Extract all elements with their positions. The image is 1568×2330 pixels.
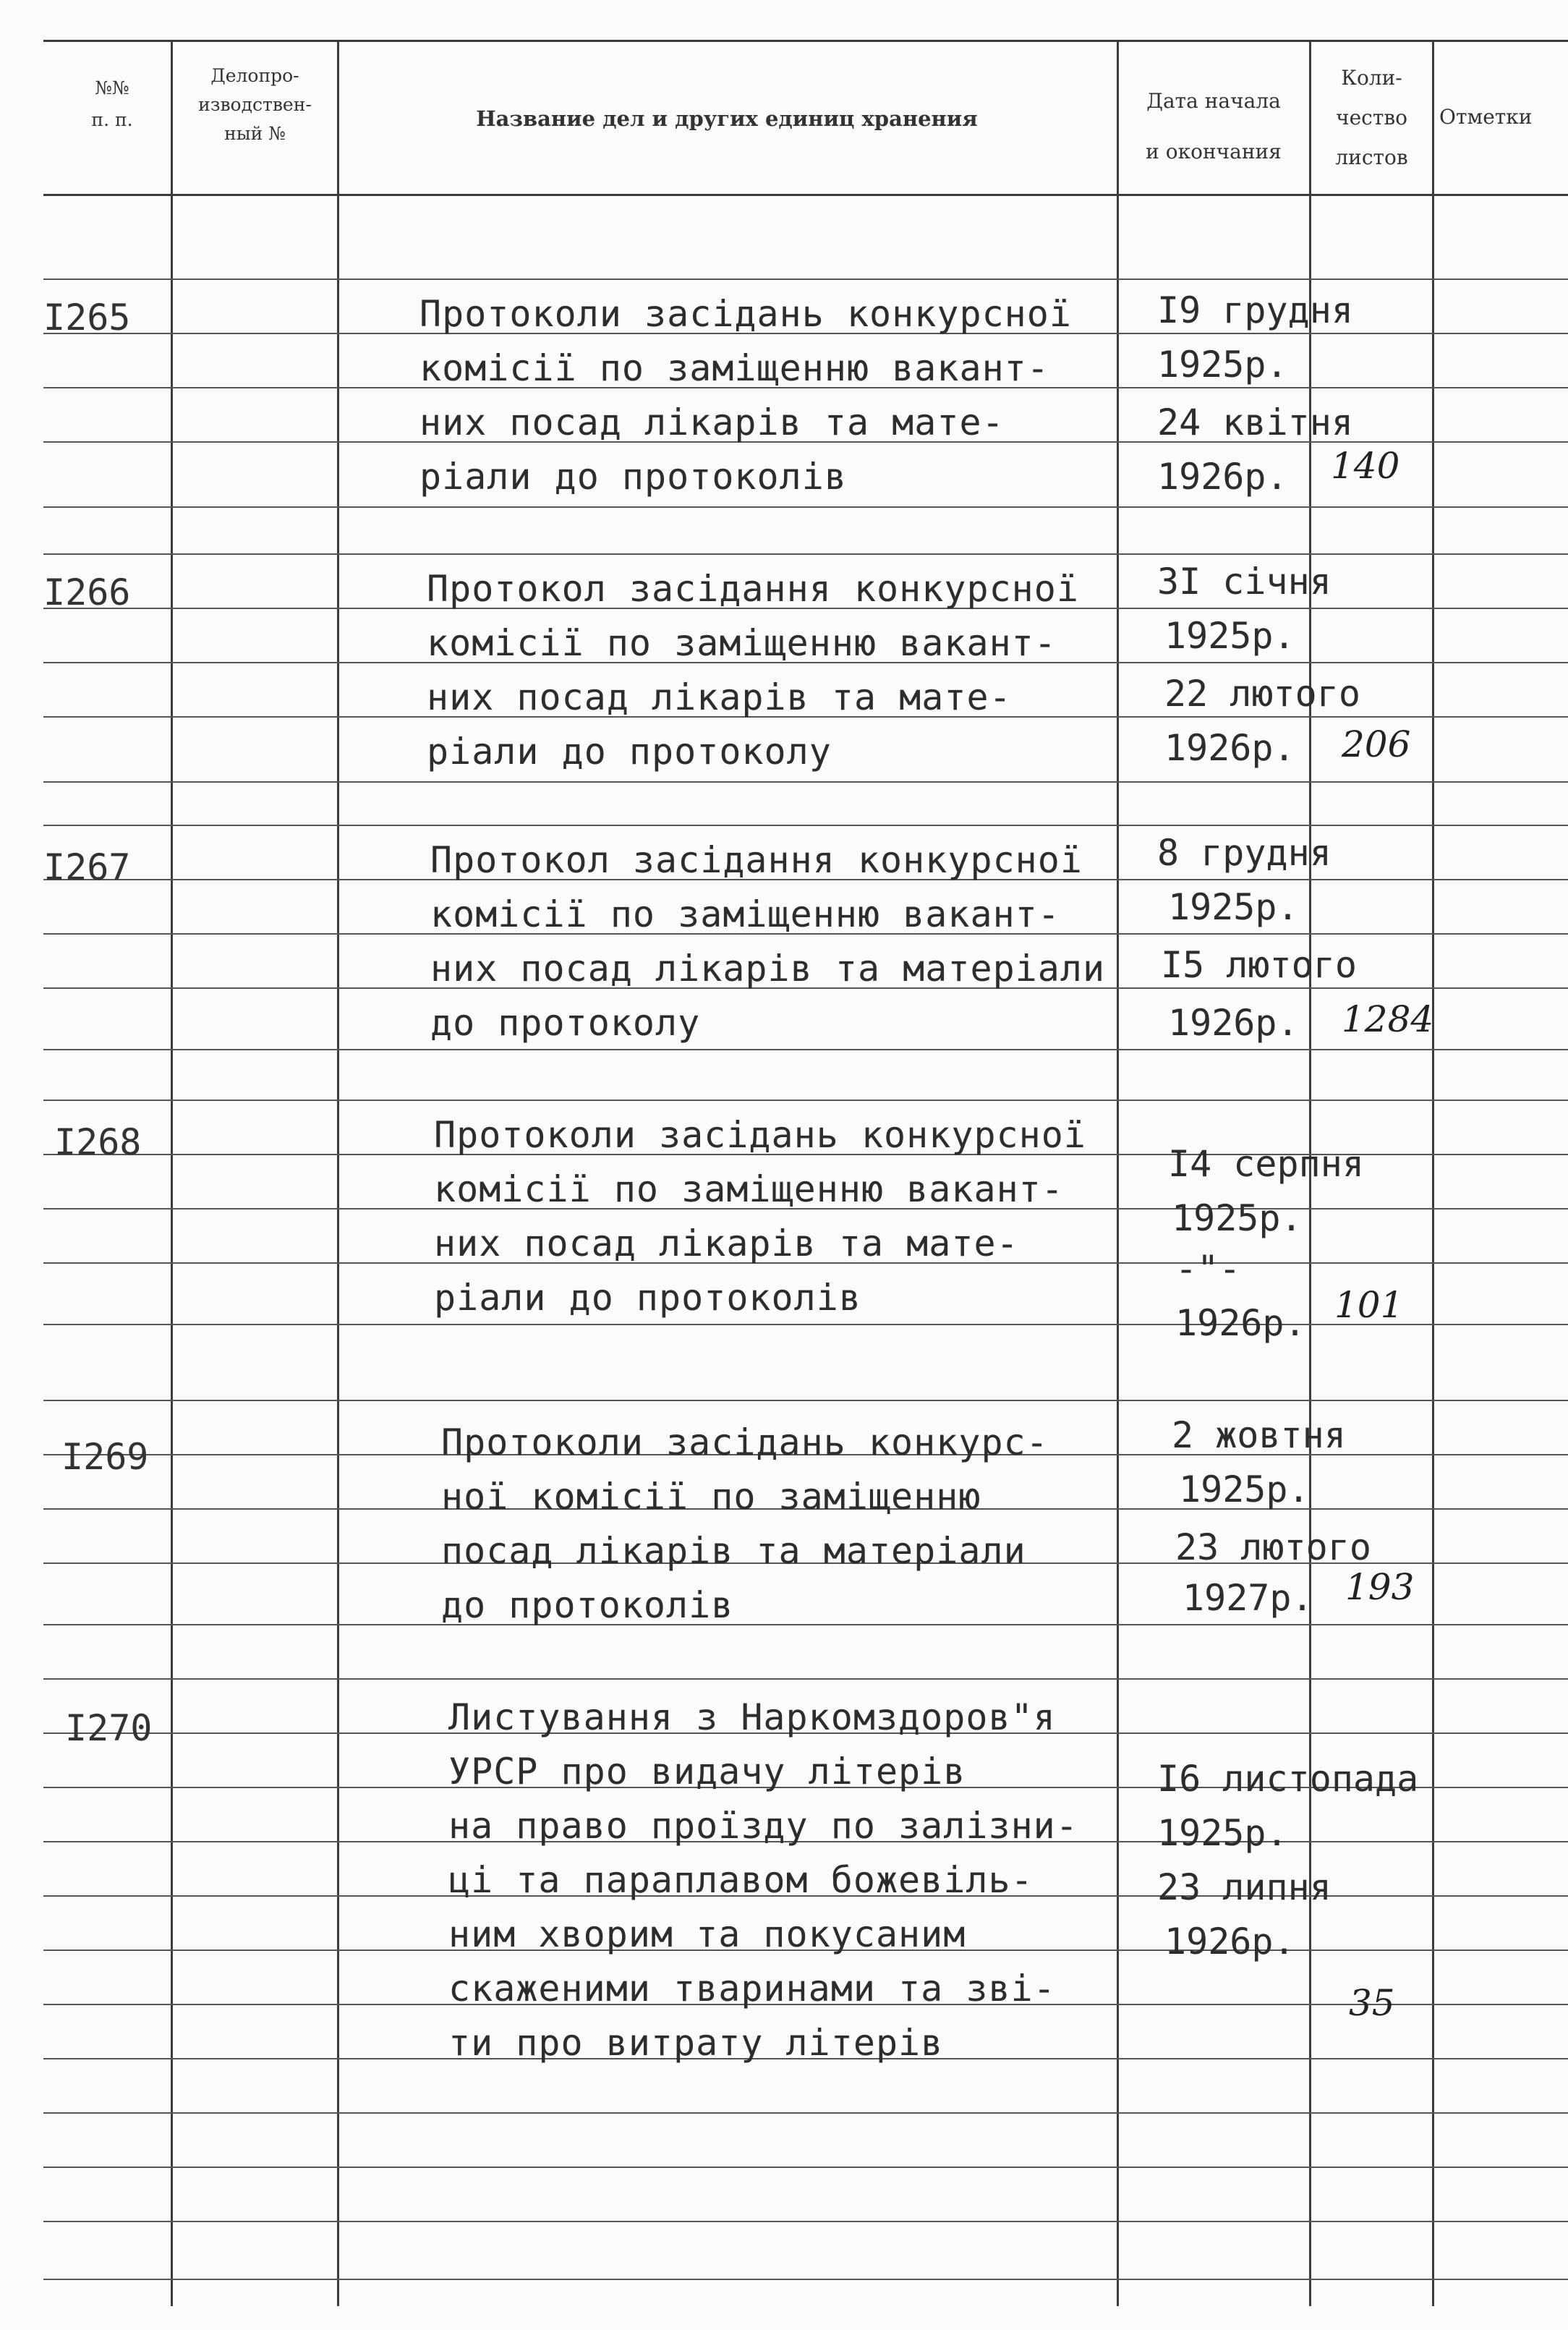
header-number-line1: №№ [95,77,129,98]
record-date-line: 1926р. [1164,727,1295,769]
record-title-line: ріали до протоколів [434,1277,861,1319]
record-date-line: 23 липня [1157,1866,1331,1908]
header-number [58,72,166,136]
record-title-line: комісії по заміщенню вакант- [434,1168,1064,1210]
record-date-line: 1925р. [1172,1197,1303,1239]
record-date-line: 1925р. [1157,344,1288,386]
ruled-line [43,2279,1568,2280]
record-date-line: 1925р. [1157,1812,1288,1854]
record-title-line: них посад лікарів та мате- [419,401,1005,443]
record-date-line: 1925р. [1179,1468,1310,1510]
header-dates-line1: Дата начала [1146,89,1281,113]
record-number: I269 [61,1436,149,1478]
record-title-line: Протокол засідання конкурсної [427,568,1079,610]
record-sheet-count: 140 [1331,445,1400,487]
record-number: I270 [65,1707,153,1749]
record-title-line: комісії по заміщенню вакант- [430,893,1060,935]
ruled-line [43,279,1568,280]
record-sheet-count: 101 [1334,1284,1404,1326]
record-title-line: комісії по заміщенню вакант- [419,347,1049,389]
record-title-line: ної комісії по заміщенню [441,1476,981,1518]
ruled-line [43,553,1568,555]
record-date-line: 1926р. [1164,1921,1295,1963]
record-title-line: ці та параплавом божевіль- [448,1859,1034,1901]
record-number: I265 [43,297,131,339]
ruled-line [43,2221,1568,2222]
header-office-line2: изводствен- [198,94,312,115]
record-date-line: 1925р. [1168,886,1299,928]
ruled-line [43,781,1568,783]
record-title-line: них посад лікарів та матеріали [430,948,1106,990]
record-date-line: I6 листопада [1157,1758,1419,1800]
ruled-line [43,2112,1568,2114]
header-bottom-rule [43,194,1568,196]
record-date-line: 8 грудня [1157,832,1331,874]
col-divider-5 [1432,42,1434,2306]
record-date-line: 3I січня [1157,561,1331,603]
record-title-line: до протоколів [441,1584,734,1626]
col-divider-1 [171,42,173,2306]
record-date-line: 1927р. [1183,1577,1313,1619]
col-divider-3 [1117,42,1119,2306]
ruled-line [43,825,1568,826]
record-title-line: ти про витрату літерів [448,2022,944,2064]
record-number: I267 [43,846,131,888]
ruled-line [43,1049,1568,1050]
record-title-line: Протоколи засідань конкурсної [419,293,1072,335]
record-title-line: Протокол засідання конкурсної [430,839,1083,881]
record-title-line: ним хворим та покусаним [448,1913,966,1955]
record-title-line: Листування з Наркомздоров"я [448,1696,1056,1738]
record-date-line: 22 лютого [1164,673,1360,715]
record-title-line: ріали до протоколу [427,731,832,773]
record-date-line: I5 лютого [1161,944,1357,986]
record-date-line: 1926р. [1157,456,1288,498]
record-title-line: комісії по заміщенню вакант- [427,622,1057,664]
header-office-line1: Делопро- [210,65,299,86]
record-date-line: 2 жовтня [1172,1414,1346,1456]
ruled-line [43,1100,1568,1101]
record-sheet-count: 1284 [1342,998,1434,1040]
record-sheet-count: 206 [1342,723,1411,765]
header-number-line2: п. п. [91,109,133,130]
header-dates-line2: и окончания [1146,140,1282,163]
record-number: I266 [43,571,131,613]
header-office-line3: ный № [224,123,286,144]
record-sheet-count: 193 [1345,1566,1415,1608]
header-sheets-line3: листов [1335,145,1408,169]
ruled-line [43,1400,1568,1401]
record-title-line: посад лікарів та матеріали [441,1530,1026,1572]
record-date-line: -"- [1175,1248,1241,1290]
col-divider-2 [337,42,339,2306]
record-title-line: на право проїзду по залізни- [448,1805,1078,1847]
header-dates [1120,76,1308,177]
record-title-line: ріали до протоколів [419,456,847,498]
record-date-line: I4 серпня [1168,1143,1364,1185]
record-date-line: 24 квітня [1157,401,1353,443]
record-date-line: 23 лютого [1175,1526,1371,1568]
record-title-line: УРСР про видачу літерів [448,1751,966,1793]
record-sheet-count: 35 [1349,1982,1395,2024]
record-date-line: 1925р. [1164,615,1295,657]
record-date-line: 1926р. [1175,1302,1306,1344]
ruled-line [43,2167,1568,2168]
header-office-number [174,61,336,148]
record-title-line: скаженими тваринами та зві- [448,1968,1056,2010]
header-title: Название дел и других единиц хранения [476,106,978,131]
record-title-line: них посад лікарів та мате- [434,1223,1019,1264]
header-sheets-line1: Коли- [1341,66,1402,90]
ruled-line [43,1678,1568,1680]
record-date-line: 1926р. [1168,1002,1299,1044]
ruled-line [43,506,1568,508]
header-notes: Отметки [1439,105,1533,129]
record-date-line: I9 грудня [1157,289,1353,331]
record-title-line: них посад лікарів та мате- [427,676,1012,718]
ruled-line [43,1624,1568,1625]
top-rule [43,40,1568,42]
record-title-line: Протоколи засідань конкурсної [434,1114,1086,1156]
record-title-line: до протоколу [430,1002,701,1044]
header-sheets-line2: чество [1336,106,1407,129]
header-sheets [1312,58,1431,177]
record-number: I268 [54,1121,142,1163]
record-title-line: Протоколи засідань конкурс- [441,1421,1049,1463]
